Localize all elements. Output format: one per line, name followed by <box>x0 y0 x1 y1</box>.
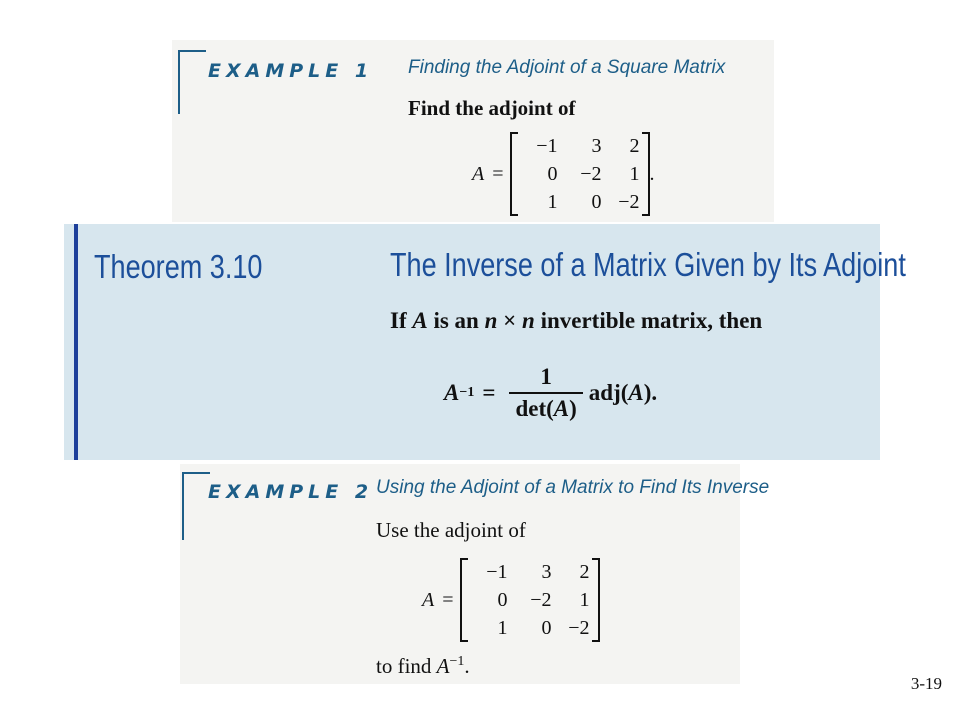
equals-sign: = <box>482 380 496 405</box>
matrix-cell: −1 <box>486 561 508 583</box>
theorem-label: Theorem 3.10 <box>94 248 263 285</box>
statement-text: invertible matrix, then <box>534 308 763 333</box>
matrix-cell: 1 <box>497 617 508 639</box>
matrix-cell: −2 <box>580 163 602 185</box>
example-2-title: Using the Adjoint of a Matrix to Find Its Inverse <box>376 477 770 498</box>
closing-var-a: A <box>436 654 450 678</box>
matrix-a <box>510 132 650 216</box>
det-text: ) <box>569 396 577 421</box>
closing-text: to find <box>376 654 437 678</box>
theorem-accent-bar <box>74 224 78 460</box>
statement-text: If <box>390 308 413 333</box>
matrix-period: . <box>649 162 655 185</box>
formula-fraction <box>509 364 582 422</box>
closing-text: . <box>464 654 470 678</box>
matrix-a <box>460 558 600 642</box>
statement-var-n: n <box>522 308 535 333</box>
fraction-denominator <box>509 392 582 422</box>
equals-sign: = <box>492 162 504 185</box>
matrix-cell: −2 <box>530 589 552 611</box>
matrix-cell: −1 <box>536 135 558 157</box>
statement-var-a: A <box>412 308 428 333</box>
theorem-title: The Inverse of a Matrix Given by Its Adjoint <box>390 246 906 283</box>
statement-var-n: n <box>484 308 498 333</box>
example-2-matrix-equation <box>422 558 600 642</box>
statement-times: × <box>497 308 523 333</box>
theorem-block <box>64 224 906 460</box>
matrix-cell: 1 <box>547 191 558 213</box>
example-2-block <box>180 464 770 684</box>
example-2-closing <box>376 654 470 679</box>
statement-text: is an <box>427 308 485 333</box>
adj-text: adj( <box>588 380 629 405</box>
matrix-cell: 2 <box>629 135 640 157</box>
example-1-title: Finding the Adjoint of a Square Matrix <box>408 57 726 78</box>
adj-text: ). <box>643 380 658 405</box>
matrix-cell: 0 <box>591 191 602 213</box>
equals-sign: = <box>442 588 454 611</box>
matrix-cell: 3 <box>541 561 552 583</box>
matrix-cell: 3 <box>591 135 602 157</box>
closing-exponent: −1 <box>449 654 465 669</box>
matrix-cell: −2 <box>568 617 590 639</box>
example-2-prompt: Use the adjoint of <box>376 518 526 542</box>
matrix-cell: 0 <box>541 617 552 639</box>
inverse-formula <box>444 364 657 422</box>
page-number: 3-19 <box>910 674 942 693</box>
example-1-prompt: Find the adjoint of <box>408 96 576 120</box>
example-2-label: EXAMPLE 2 <box>208 481 374 503</box>
matrix-cell: 0 <box>497 589 508 611</box>
matrix-cell: 2 <box>579 561 590 583</box>
example-1-matrix-equation <box>472 132 655 216</box>
matrix-lhs: A <box>472 162 485 185</box>
example-bracket-mark <box>182 472 210 540</box>
matrix-cell: 1 <box>629 163 640 185</box>
matrix-cell: 0 <box>547 163 558 185</box>
example-1-block <box>172 40 774 222</box>
matrix-cell: 1 <box>579 589 590 611</box>
formula-var-a: A <box>444 380 460 405</box>
det-var-a: A <box>553 396 570 421</box>
formula-exponent: −1 <box>459 385 475 400</box>
adj-var-a: A <box>628 380 644 405</box>
matrix-lhs: A <box>422 588 435 611</box>
fraction-numerator: 1 <box>540 364 552 389</box>
example-1-label: EXAMPLE 1 <box>208 60 374 82</box>
theorem-statement <box>390 308 762 334</box>
matrix-cell: −2 <box>618 191 640 213</box>
det-text: det( <box>515 396 554 421</box>
example-bracket-mark <box>178 50 206 114</box>
